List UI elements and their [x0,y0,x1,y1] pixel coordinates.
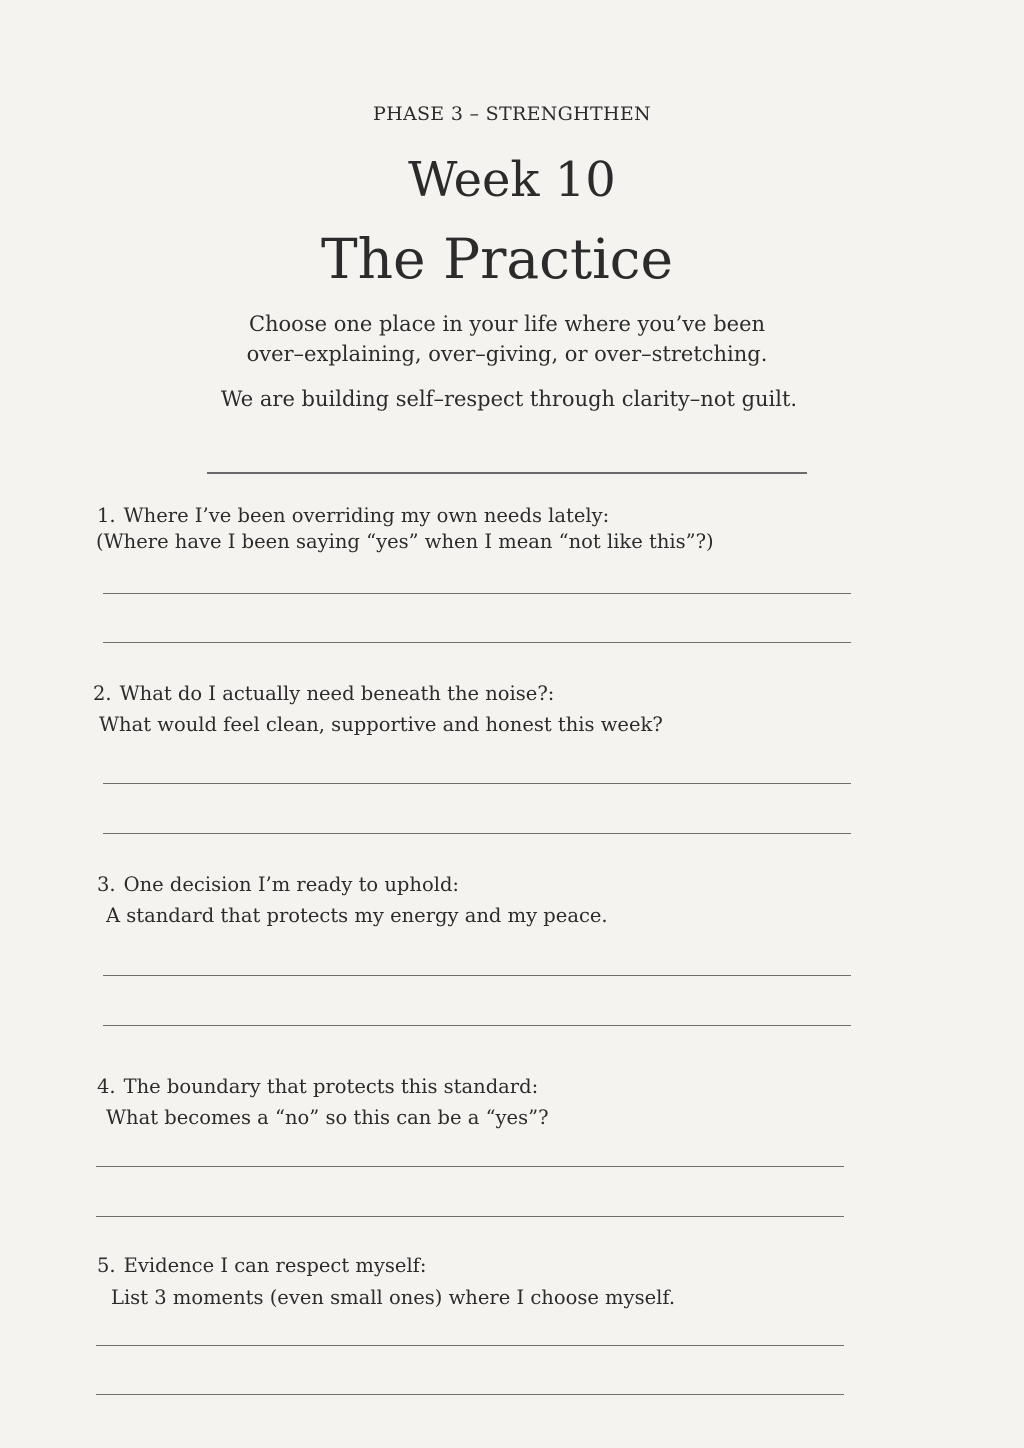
question-3-prompt [97,870,459,900]
answer-line-4a[interactable] [96,1166,844,1167]
question-5-number: 5. [97,1254,116,1277]
question-2-hint: What would feel clean, supportive and honest this week? [99,713,663,736]
question-5-prompt [97,1251,426,1281]
question-4-text: The boundary that protects this standard: [123,1075,539,1098]
question-5-text: Evidence I can respect myself: [123,1254,427,1277]
question-3-hint: A standard that protects my energy and my peace. [106,904,608,927]
answer-line-5b[interactable] [96,1394,844,1395]
intro-line-2: over–explaining, over–giving, or over–stretching. [246,342,768,366]
answer-line-1a[interactable] [103,593,851,594]
answer-line-4b[interactable] [96,1216,844,1217]
question-1-hint: (Where have I been saying “yes” when I mean “not like this”?) [96,530,714,553]
question-5-hint: List 3 moments (even small ones) where I choose myself. [111,1286,676,1309]
section-divider [207,472,807,474]
week-heading: Week 10 [408,152,616,208]
question-2-text: What do I actually need beneath the noise?: [119,682,555,705]
question-3-text: One decision I’m ready to uphold: [123,873,459,896]
answer-line-3a[interactable] [103,975,851,976]
question-4-hint: What becomes a “no” so this can be a “yes”? [106,1106,549,1129]
intro-line-1: Choose one place in your life where you’ve been [248,312,766,336]
answer-line-5a[interactable] [96,1345,844,1346]
question-1-number: 1. [97,504,116,527]
answer-line-2b[interactable] [103,833,851,834]
question-4-prompt [97,1072,538,1102]
tagline: We are building self–respect through clarity–not guilt. [220,387,798,411]
intro-text [0,309,1014,369]
question-4-number: 4. [97,1075,116,1098]
question-1-text: Where I’ve been overriding my own needs lately: [123,504,610,527]
page-title: The Practice [320,227,674,291]
question-2-prompt [93,679,554,709]
answer-line-2a[interactable] [103,783,851,784]
question-2-number: 2. [93,682,112,705]
question-3-number: 3. [97,873,116,896]
phase-label: PHASE 3 – STRENGHTHEN [373,103,651,125]
answer-line-3b[interactable] [103,1025,851,1026]
answer-line-1b[interactable] [103,642,851,643]
